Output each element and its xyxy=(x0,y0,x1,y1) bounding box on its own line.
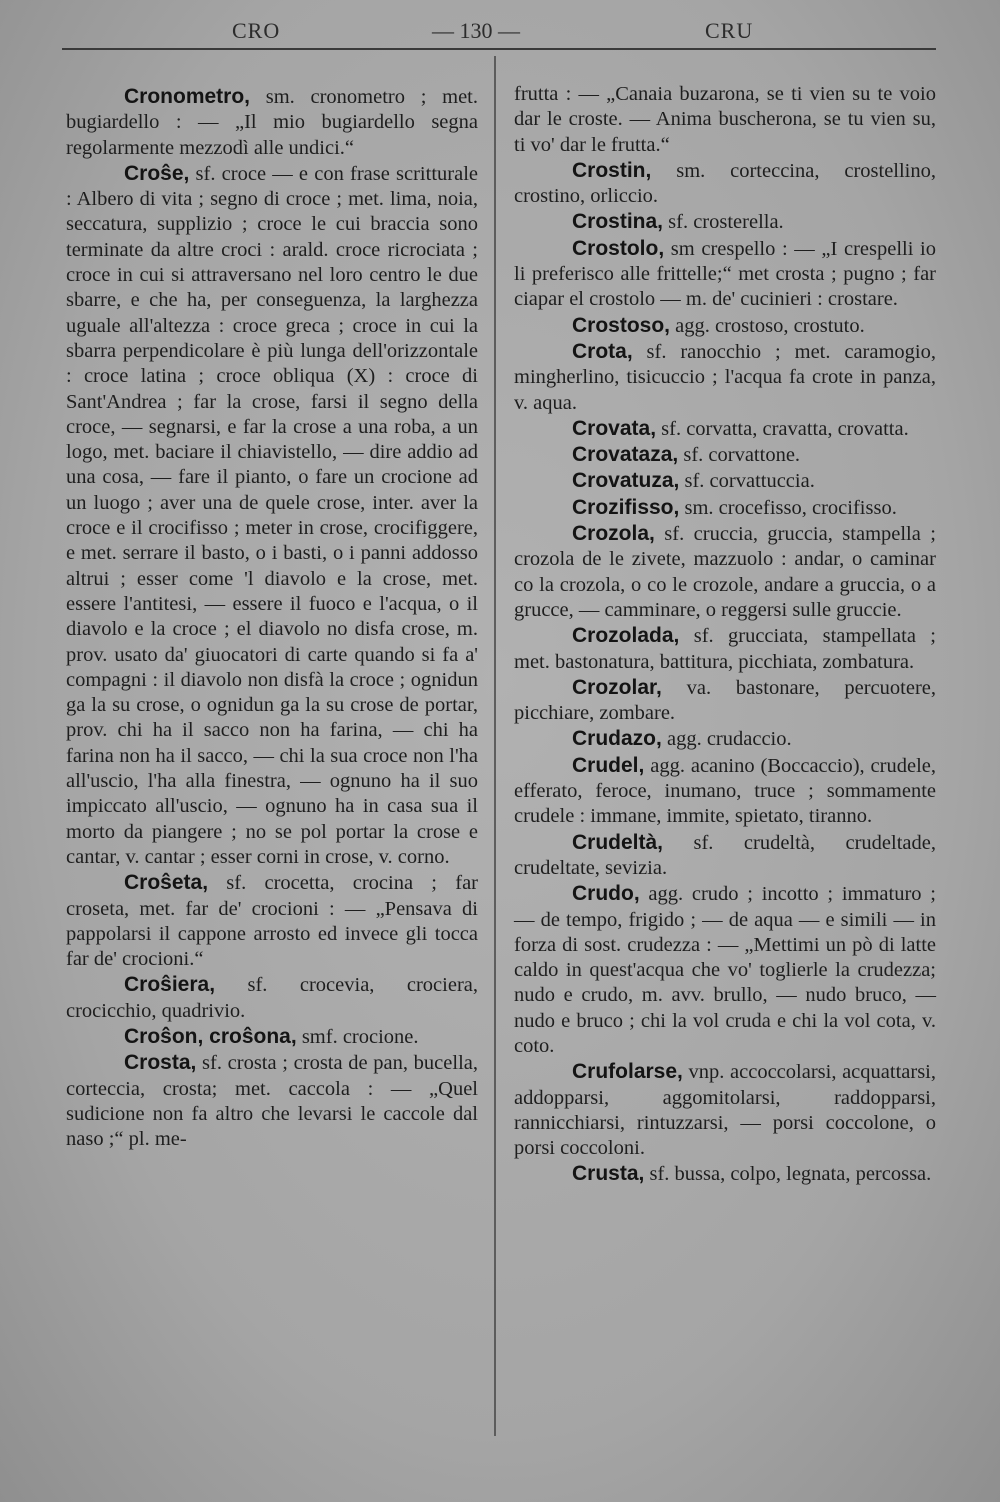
headword: Croŝeta, xyxy=(124,871,209,895)
headword: Crozolada, xyxy=(572,624,680,648)
entry-croseta xyxy=(66,870,478,972)
definition: agg. crostoso, crostuto. xyxy=(670,314,865,337)
headword: Crostoso, xyxy=(572,313,671,337)
headword: Crosta, xyxy=(124,1051,197,1075)
entry-crota xyxy=(514,339,936,416)
definition: agg. crudo ; incotto ; immaturo ; — de tempo, frigido ; — de aqua — e simili — in forza di sost. crudezza : — „Mettimi un pò di latte caldo in quest'acqua che vo' toglierle la crudezza; nudo e crudo, m. avv. brullo, — nudo bruco, — nudo e bruco ; chi la vol cruda e chi la vol cota, v. coto. xyxy=(514,883,936,1057)
entry-crostina xyxy=(514,209,936,235)
headword: Crostin, xyxy=(572,158,652,182)
entry-crovatuza xyxy=(514,468,936,494)
entry-crostin xyxy=(514,158,936,210)
definition: sf. corvattuccia. xyxy=(679,470,815,493)
header-right-guideword: CRU xyxy=(705,18,754,43)
headword: Crudo, xyxy=(572,882,640,906)
header-rule xyxy=(62,48,936,50)
headword: Crudeltà, xyxy=(572,830,664,854)
definition: sm crespello : — „I crespelli io li preferisco alle frittelle;“ met crosta ; pugno ; far ciapar el crostolo — m. de' cucinieri : crostare. xyxy=(514,237,936,311)
entry-crudazo xyxy=(514,726,936,752)
right-column xyxy=(514,82,936,1188)
definition: sf. crocevia, crociera, crocicchio, quadrivio. xyxy=(66,974,478,1022)
left-column xyxy=(66,84,478,1152)
definition: sf. crocetta, crocina ; far croseta, met. far de' crocioni : — „Pensava di pappolarsi il cappone arrosto ed invece gli tocca far de' crocioni.“ xyxy=(66,872,478,971)
running-header xyxy=(0,18,1000,48)
headword: Crota, xyxy=(572,339,633,363)
entry-crozolar xyxy=(514,675,936,727)
headword: Crostina, xyxy=(572,210,664,234)
definition: vnp. accoccolarsi, acquattarsi, addopparsi, aggomitolarsi, raddopparsi, rannicchiarsi, rintuzzarsi, — porsi coccolone, o porsi coccoloni. xyxy=(514,1061,936,1160)
definition: sf. croce — e con frase scritturale : Albero di vita ; segno di croce ; met. lima, noia, seccatura, supplizio ; croce le cui braccia sono terminate da altre croci : arald. croce ricrociata ; croce in cui si attraversano nel loro centro le due sbarre, e che ha, per conseguenza, la larghezza uguale all'altezza : croce greca ; croce in cui la sbarra perpendicolare è più lunga dell'orizzontale : croce latina ; croce obliqua (X) : croce di Sant'Andrea ; far la crose, farsi il segno della croce, — segnarsi, e far la crose a una roba, a un logo, met. baciare il chiavistello, — dire addio ad una cosa, — fare il pianto, o fare un crocione ad un luogo ; aver una de quele crose, inter. aver la croce e il crocifisso ; meter in crose, crocifiggere, e met. serrare il basto, o i basti, o i panni addosso altrui ; esser come 'l diavolo e la crose, met. essere l'antitesi, — essere il fuoco e l'acqua, o il diavolo e la croce ; el diavolo no disfa crose, m. prov. usato da' giuocatori di carte quando si fa a' compagni : il diavolo non disfà la croce ; ognidun ga la su crose, o ognidun ga la su crose de portar, prov. chi ha il sacco non ha farina, — chi ha farina non ha il sacco, — chi la sua croce non l'ha all'uscio, l'ha alla finestra, — ognuno ha il suo impiccato all'uscio, — ognuno ha in casa sua il morto da piangere ; no se pol portar la crose e cantar, v. cantar ; esser corni in crose, v. corno. xyxy=(66,162,478,868)
definition: sf. crosta ; crosta de pan, bucella, corteccia, crosta; met. caccola : — „Quel sudicione non fa altro che levarsi le caccole dal naso ;“ pl. me- xyxy=(66,1052,478,1151)
headword: Crudel, xyxy=(572,753,645,777)
headword: Crozola, xyxy=(572,522,655,546)
definition: sf. crosterella. xyxy=(663,211,784,234)
entry-crovataza xyxy=(514,442,936,468)
definition: smf. crocione. xyxy=(296,1025,419,1048)
definition: agg. acanino (Boccaccio), crudele, efferato, feroce, inumano, truce ; sommamente crudele : immane, immite, spietato, tiranno. xyxy=(514,754,936,828)
column-divider xyxy=(494,56,496,1436)
entry-crosta xyxy=(66,1050,478,1152)
headword: Crozolar, xyxy=(572,675,662,699)
headword: Croŝe, xyxy=(124,161,190,185)
headword: Crufolarse, xyxy=(572,1060,683,1084)
definition: sf. grucciata, stampellata ; met. bastonatura, battitura, picchiata, zombatura. xyxy=(514,625,936,673)
headword: Crusta, xyxy=(572,1162,645,1186)
definition: sf. corvattone. xyxy=(678,444,801,467)
entry-crovata xyxy=(514,416,936,442)
headword: Croŝiera, xyxy=(124,973,216,997)
headword: Crovataza, xyxy=(572,443,679,467)
definition: sf. cruccia, gruccia, stampella ; crozola de le zivete, mazzuolo : andar, o caminar co la crozola, o co le crozole, andare a gruccia, o a grucce, — camminare, o reggersi sulle gruccie. xyxy=(514,523,936,621)
definition: frutta : — „Canaia buzarona, se ti vien su te voio dar le croste. — Anima buscherona, se tu vien su, ti vo' dar le frutta.“ xyxy=(514,83,936,156)
headword: Crovatuza, xyxy=(572,469,680,493)
entry-crozola xyxy=(514,521,936,623)
definition: sm. cronometro ; met. bugiardello : — „Il mio bugiardello segna regolarmente mezzodì alle undici.“ xyxy=(66,86,478,159)
entry-crostolo xyxy=(514,236,936,313)
entry-crudel xyxy=(514,753,936,830)
entry-crosiera xyxy=(66,972,478,1024)
headword: Croŝon, croŝona, xyxy=(124,1024,297,1048)
definition: sf. bussa, colpo, legnata, percossa. xyxy=(644,1163,932,1186)
entry-crufolarse xyxy=(514,1059,936,1161)
headword: Crostolo, xyxy=(572,236,665,260)
entry-crose xyxy=(66,161,478,870)
entry-crozifisso xyxy=(514,495,936,521)
headword: Crovata, xyxy=(572,416,657,440)
definition: sf. crudeltà, crudeltade, crudeltate, sevizia. xyxy=(514,831,936,879)
page-number: — 130 — xyxy=(432,18,520,43)
definition: sf. corvatta, cravatta, crovatta. xyxy=(656,417,909,440)
entry-crozolada xyxy=(514,623,936,675)
definition: sm. crocefisso, crocifisso. xyxy=(679,496,897,519)
definition: sf. ranocchio ; met. caramogio, mingherlino, tisicuccio ; l'acqua fa crote in panza, v. aqua. xyxy=(514,340,936,414)
entry-continuation xyxy=(514,82,936,158)
entry-crusta xyxy=(514,1161,936,1187)
entry-crostoso xyxy=(514,313,936,339)
entry-cronometro xyxy=(66,84,478,161)
header-left-guideword: CRO xyxy=(232,18,281,43)
headword: Crudazo, xyxy=(572,727,662,751)
headword: Crozifisso, xyxy=(572,495,680,519)
entry-croson xyxy=(66,1024,478,1050)
headword: Cronometro, xyxy=(124,85,250,108)
definition: agg. crudaccio. xyxy=(661,728,792,751)
entry-crudo xyxy=(514,881,936,1059)
definition: sm. corteccina, crostellino, crostino, orliccio. xyxy=(514,159,936,208)
entry-crudelta xyxy=(514,830,936,882)
definition: va. bastonare, percuotere, picchiare, zombare. xyxy=(514,676,936,725)
